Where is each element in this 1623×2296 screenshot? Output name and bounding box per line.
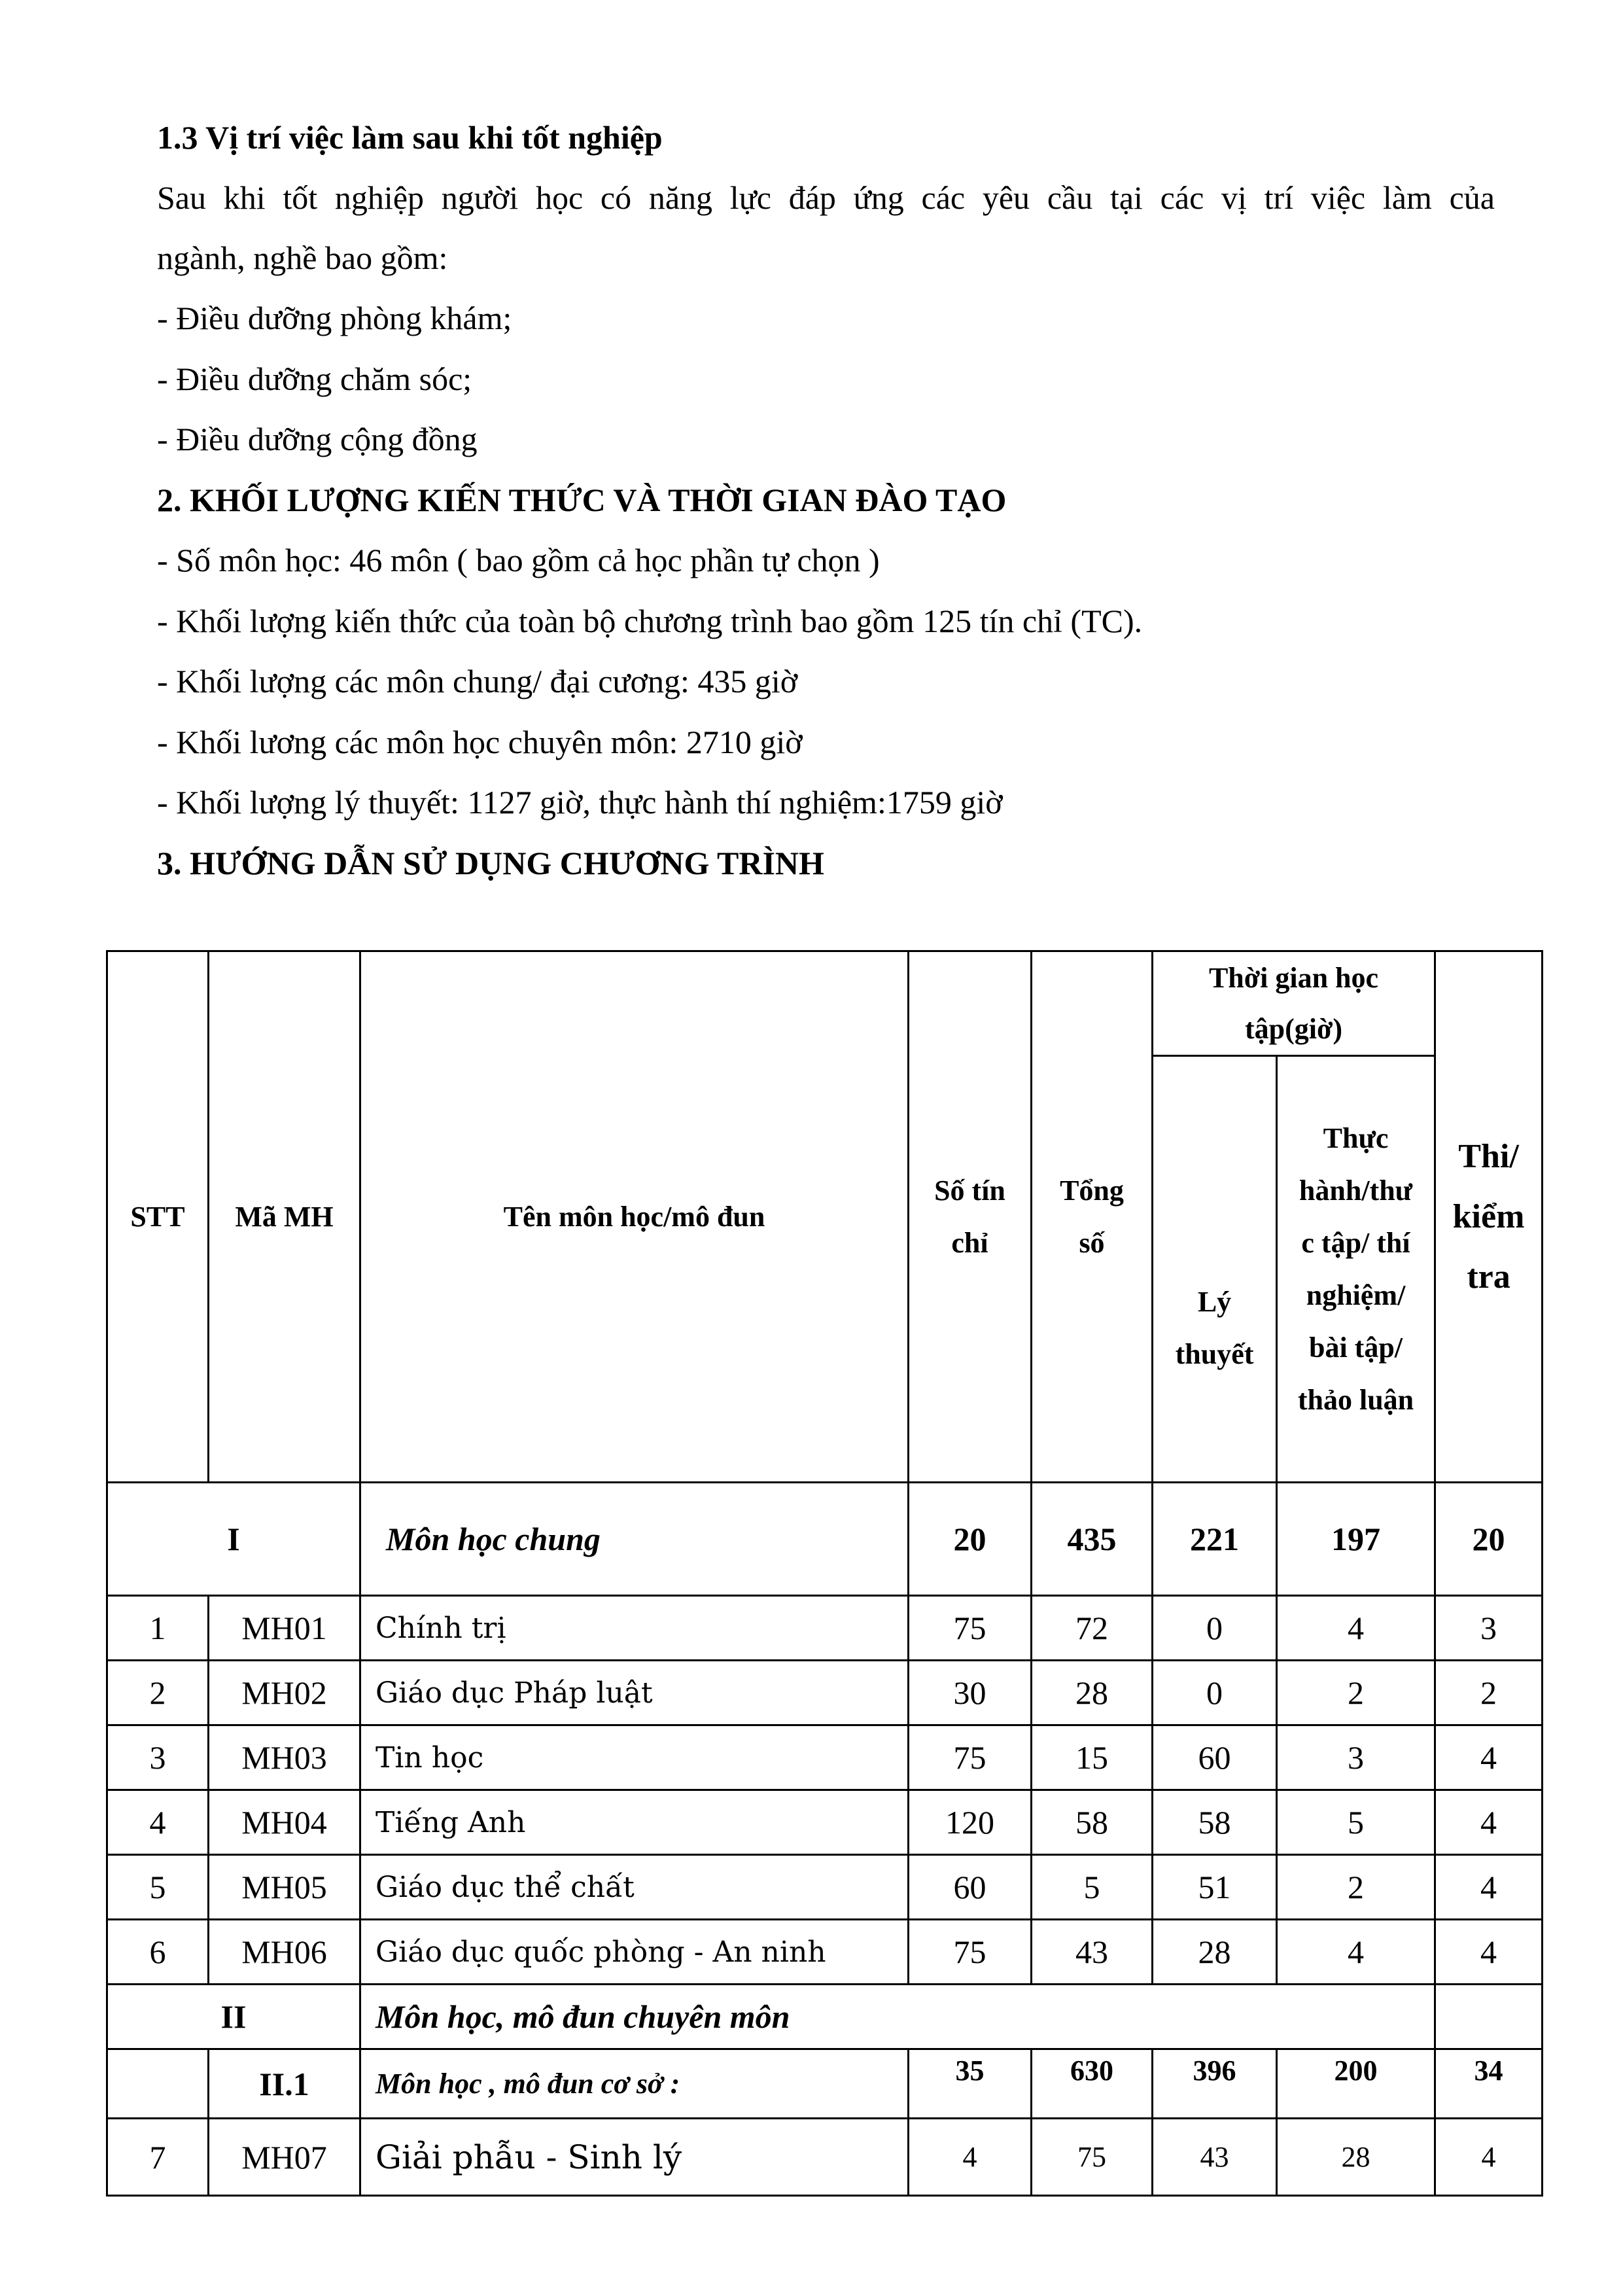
cell-theory: 221 [1153,1483,1277,1596]
cell-stt: 3 [107,1725,209,1790]
job-item: - Điều dưỡng chăm sóc; [157,361,472,397]
table-row [107,1725,1543,1790]
cell-practice: 4 [1277,1920,1435,1985]
cell-theory: 51 [1153,1855,1277,1920]
intro-line-1: Sau khi tốt nghiệp người học có năng lực đáp ứng các yêu cầu tại các vị trí việc làm của [157,179,1495,216]
table-row [107,1661,1543,1725]
header-practice [1277,1056,1435,1483]
cell-total: 28 [1032,1661,1153,1725]
section-heading-3: 3. HƯỚNG DẪN SỬ DỤNG CHƯƠNG TRÌNH [157,845,824,881]
job-item: - Điều dưỡng cộng đồng [157,421,478,457]
cell-total: 43 [1032,1920,1153,1985]
intro-line-2: ngành, nghề bao gồm: [157,239,448,276]
header-credits-line: Số tín [934,1174,1005,1207]
cell-code: MH06 [209,1920,360,1985]
cell-credits: 20 [909,1483,1032,1596]
header-practice-line: thảo luận [1297,1383,1414,1416]
section-label: II [107,1985,360,2049]
cell-total: 5 [1032,1855,1153,1920]
header-exam-line: Thi/ [1458,1137,1519,1175]
header-name: Tên môn học/mô đun [360,951,909,1483]
cell-theory: 43 [1153,2119,1277,2196]
cell-total: 630 [1032,2049,1153,2119]
cell-code: MH02 [209,1661,360,1725]
cell-theory: 58 [1153,1790,1277,1855]
cell-name: Giáo dục thể chất [360,1855,909,1920]
section-row-II-1 [107,2049,1543,2119]
section-label: I [107,1483,360,1596]
header-total [1032,951,1153,1483]
cell-practice: 5 [1277,1790,1435,1855]
header-practice-line: bài tập/ [1308,1331,1403,1364]
header-stt: STT [107,951,209,1483]
header-exam-line: tra [1467,1258,1510,1296]
cell-credits: 120 [909,1790,1032,1855]
cell-theory: 0 [1153,1661,1277,1725]
cell-theory: 28 [1153,1920,1277,1985]
cell-name: Giáo dục quốc phòng - An ninh [360,1920,909,1985]
cell-practice: 4 [1277,1596,1435,1661]
knowledge-item: - Khối lượng lý thuyết: 1127 giờ, thực hành thí nghiệm:1759 giờ [157,784,1003,821]
cell-name: Tin học [360,1725,909,1790]
cell-name: Chính trị [360,1596,909,1661]
cell-practice: 3 [1277,1725,1435,1790]
header-credits [909,951,1032,1483]
header-exam [1435,951,1543,1483]
header-time-group [1153,951,1435,1056]
cell-total: 72 [1032,1596,1153,1661]
section-name: Môn học chung [360,1483,909,1596]
table-row [107,1790,1543,1855]
header-theory-line: Lý [1197,1285,1232,1318]
table-row [107,1855,1543,1920]
job-item: - Điều dưỡng phòng khám; [157,300,512,336]
cell-name: Giáo dục Pháp luật [360,1661,909,1725]
cell-empty [1435,1985,1543,2049]
section-row-II [107,1985,1543,2049]
header-credits-line: chỉ [951,1226,988,1259]
cell-code: MH05 [209,1855,360,1920]
cell-stt: 6 [107,1920,209,1985]
cell-credits: 75 [909,1725,1032,1790]
header-time-line: Thời gian học [1208,961,1379,994]
curriculum-table [106,950,1543,2197]
cell-stt: 1 [107,1596,209,1661]
cell-name: Giải phẫu - Sinh lý [360,2119,909,2196]
cell-practice: 197 [1277,1483,1435,1596]
header-practice-line: nghiệm/ [1306,1279,1406,1311]
cell-credits: 75 [909,1920,1032,1985]
table-row [107,2119,1543,2196]
knowledge-item: - Số môn học: 46 môn ( bao gồm cả học phần tự chọn ) [157,542,880,578]
cell-exam: 4 [1435,1855,1543,1920]
knowledge-item: - Khối lượng kiến thức của toàn bộ chương trình bao gồm 125 tín chỉ (TC). [157,603,1143,639]
cell-total: 58 [1032,1790,1153,1855]
cell-code: MH04 [209,1790,360,1855]
cell-theory: 60 [1153,1725,1277,1790]
section-row-I [107,1483,1543,1596]
cell-stt: 2 [107,1661,209,1725]
section-name: Môn học , mô đun cơ sở : [360,2049,909,2119]
header-total-line: số [1079,1226,1105,1259]
cell-exam: 34 [1435,2049,1543,2119]
cell-exam: 2 [1435,1661,1543,1725]
header-exam-line: kiểm [1452,1197,1525,1235]
cell-code: MH01 [209,1596,360,1661]
cell-practice: 2 [1277,1661,1435,1725]
knowledge-item: - Khối lương các môn học chuyên môn: 2710 giờ [157,724,803,760]
header-time-line: tập(giờ) [1245,1012,1343,1045]
cell-credits: 35 [909,2049,1032,2119]
cell-exam: 4 [1435,1790,1543,1855]
section-heading-1-3: 1.3 Vị trí việc làm sau khi tốt nghiệp [157,119,663,156]
cell-empty [107,2049,209,2119]
cell-code: MH07 [209,2119,360,2196]
header-practice-line: hành/thư [1299,1174,1413,1207]
cell-exam: 20 [1435,1483,1543,1596]
header-theory-line: thuyết [1175,1337,1254,1370]
table-row [107,1596,1543,1661]
cell-exam: 4 [1435,2119,1543,2196]
cell-practice: 2 [1277,1855,1435,1920]
cell-exam: 4 [1435,1920,1543,1985]
section-name: Môn học, mô đun chuyên môn [360,1985,1435,2049]
cell-credits: 4 [909,2119,1032,2196]
cell-credits: 75 [909,1596,1032,1661]
cell-practice: 28 [1277,2119,1435,2196]
cell-stt: 7 [107,2119,209,2196]
cell-total: 75 [1032,2119,1153,2196]
cell-theory: 0 [1153,1596,1277,1661]
section-label: II.1 [209,2049,360,2119]
cell-exam: 4 [1435,1725,1543,1790]
cell-theory: 396 [1153,2049,1277,2119]
cell-code: MH03 [209,1725,360,1790]
header-practice-line: c tập/ thí [1301,1226,1410,1259]
cell-total: 15 [1032,1725,1153,1790]
header-theory [1153,1056,1277,1483]
knowledge-item: - Khối lượng các môn chung/ đại cương: 435 giờ [157,663,798,699]
cell-credits: 60 [909,1855,1032,1920]
cell-total: 435 [1032,1483,1153,1596]
header-total-line: Tổng [1060,1174,1124,1207]
cell-stt: 4 [107,1790,209,1855]
table-row [107,1920,1543,1985]
header-practice-line: Thực [1323,1122,1389,1154]
header-code: Mã MH [209,951,360,1483]
cell-credits: 30 [909,1661,1032,1725]
cell-stt: 5 [107,1855,209,1920]
section-heading-2: 2. KHỐI LƯỢNG KIẾN THỨC VÀ THỜI GIAN ĐÀO TẠO [157,482,1007,518]
cell-practice: 200 [1277,2049,1435,2119]
cell-name: Tiếng Anh [360,1790,909,1855]
cell-exam: 3 [1435,1596,1543,1661]
